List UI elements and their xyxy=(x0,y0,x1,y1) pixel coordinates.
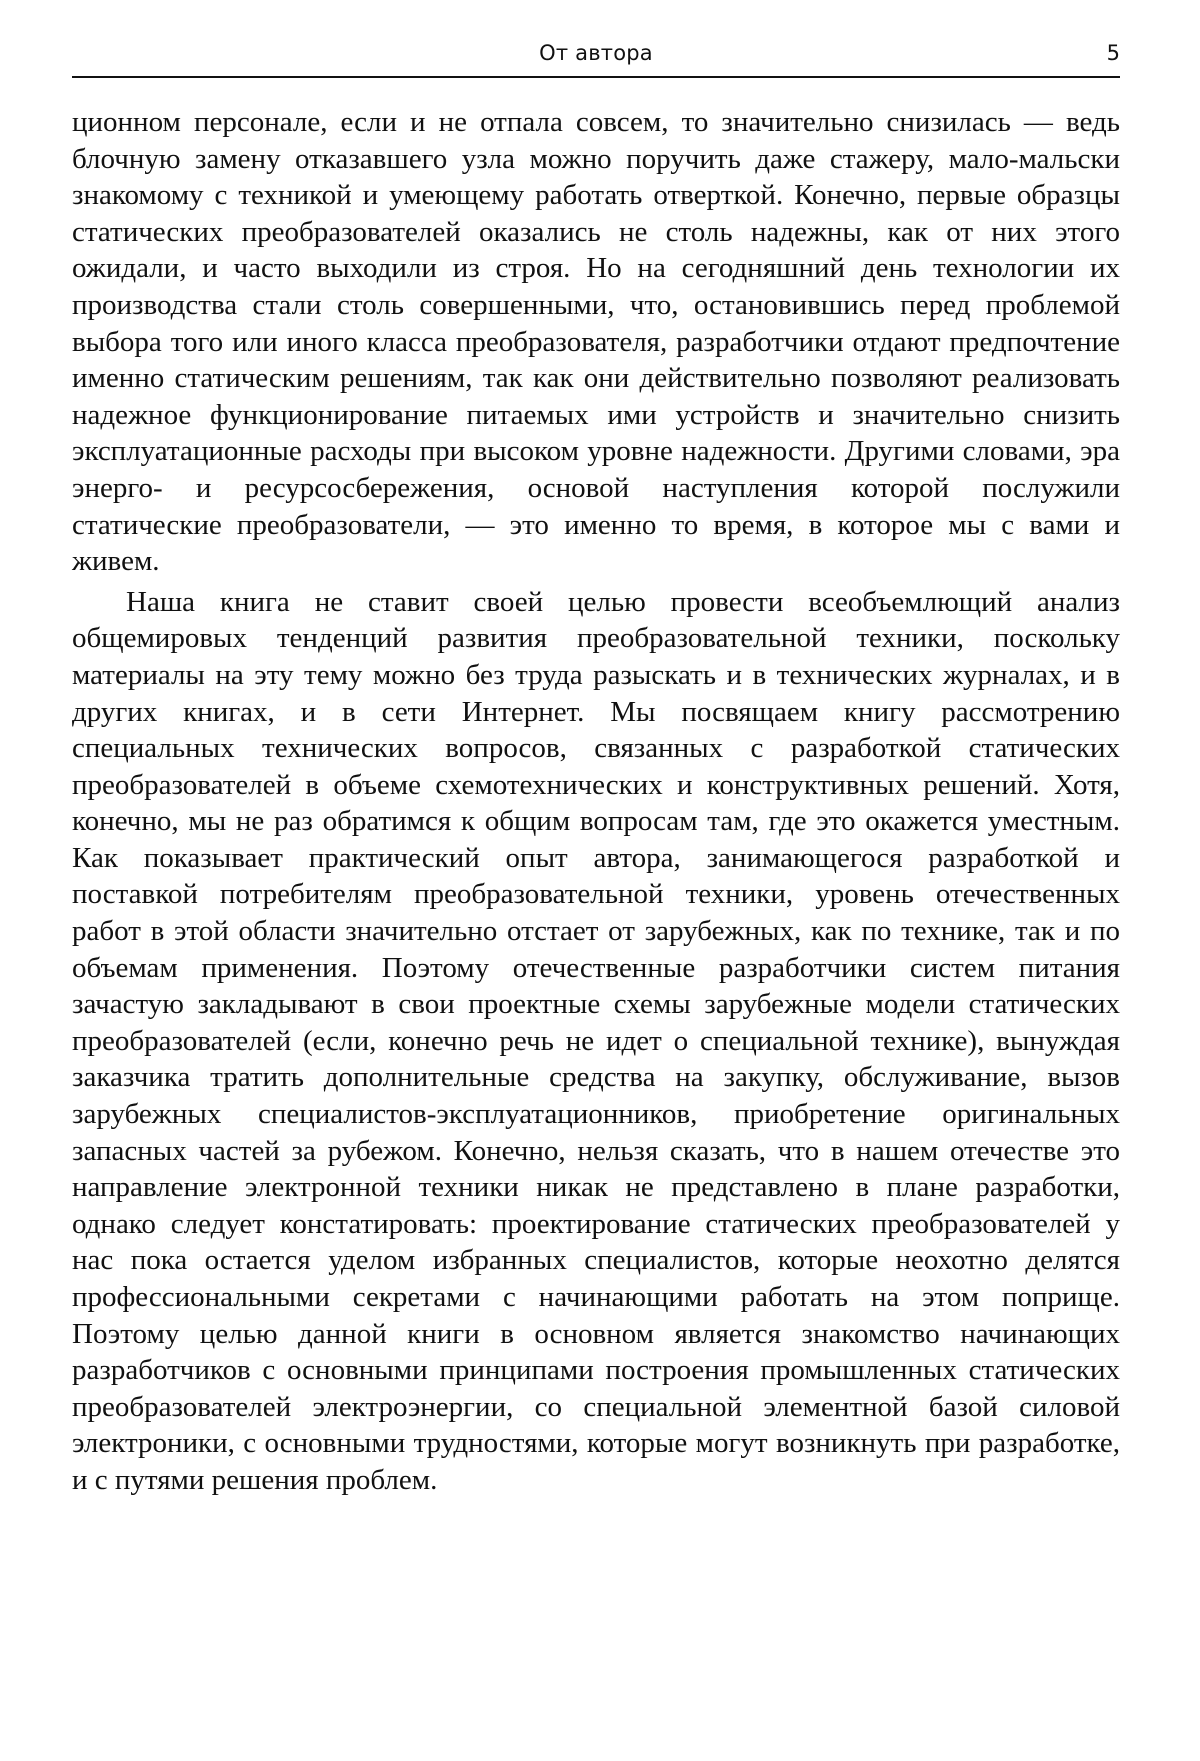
paragraph-continued: ционном персонале, если и не отпала совсем, то значительно снизилась — ведь блочную замену отказавшего узла можно поручить даже стажеру, мало-мальски знакомому с техникой и умеющему работать отверткой. Конечно, первые образцы статических преобразователей оказались не столь надежны, как от них этого ожидали, и часто выходили из строя. Но на сегодняшний день технологии их производства стали столь совершенными, что, остановившись перед проблемой выбора того или иного класса преобразователя, разработчики отдают предпочтение именно статическим решениям, так как они действительно позволяют реализовать надежное функционирование питаемых ими устройств и значительно снизить эксплуатационные расходы при высоком уровне надежности. Другими словами, эра энерго- и ресурсосбережения, основой наступления которой послужили статические преобразователи, — это именно то время, в которое мы с вами и живем. xyxy=(72,106,1120,578)
body-text xyxy=(72,104,1120,1499)
page-number: 5 xyxy=(1106,41,1120,65)
header-rule xyxy=(72,76,1120,78)
paragraph: Наша книга не ставит своей целью провести всеобъемлющий анализ общемировых тенденций развития преобразовательной техники, поскольку материалы на эту тему можно без труда разыскать и в технических журналах, и в других книгах, и в сети Интернет. Мы посвящаем книгу рассмотрению специальных технических вопросов, связанных с разработкой статических преобразователей в объеме схемотехнических и конструктивных решений. Хотя, конечно, мы не раз обратимся к общим вопросам там, где это окажется уместным. Как показывает практический опыт автора, занимающегося разработкой и поставкой потребителям преобразовательной техники, уровень отечественных работ в этой области значительно отстает от зарубежных, как по технике, так и по объемам применения. Поэтому отечественные разработчики систем питания зачастую закладывают в свои проектные схемы зарубежные модели статических преобразователей (если, конечно речь не идет о специальной технике), вынуждая заказчика тратить дополнительные средства на закупку, обслуживание, вызов зарубежных специалистов-эксплуатационников, приобретение оригинальных запасных частей за рубежом. Конечно, нельзя сказать, что в нашем отечестве это направление электронной техники никак не представлено в плане разработки, однако следует констатировать: проектирование статических преобразователей у нас пока остается уделом избранных специалистов, которые неохотно делятся профессиональными секретами с начинающими работать на этом поприще. Поэтому целью данной книги в основном является знакомство начинающих разработчиков с основными принципами построения промышленных статических преобразователей электроэнергии, со специальной элементной базой силовой электроники, с основными трудностями, которые могут возникнуть при разработке, и с путями решения проблем. xyxy=(72,585,1120,1496)
running-title: От автора xyxy=(539,41,653,65)
running-header xyxy=(72,38,1120,74)
